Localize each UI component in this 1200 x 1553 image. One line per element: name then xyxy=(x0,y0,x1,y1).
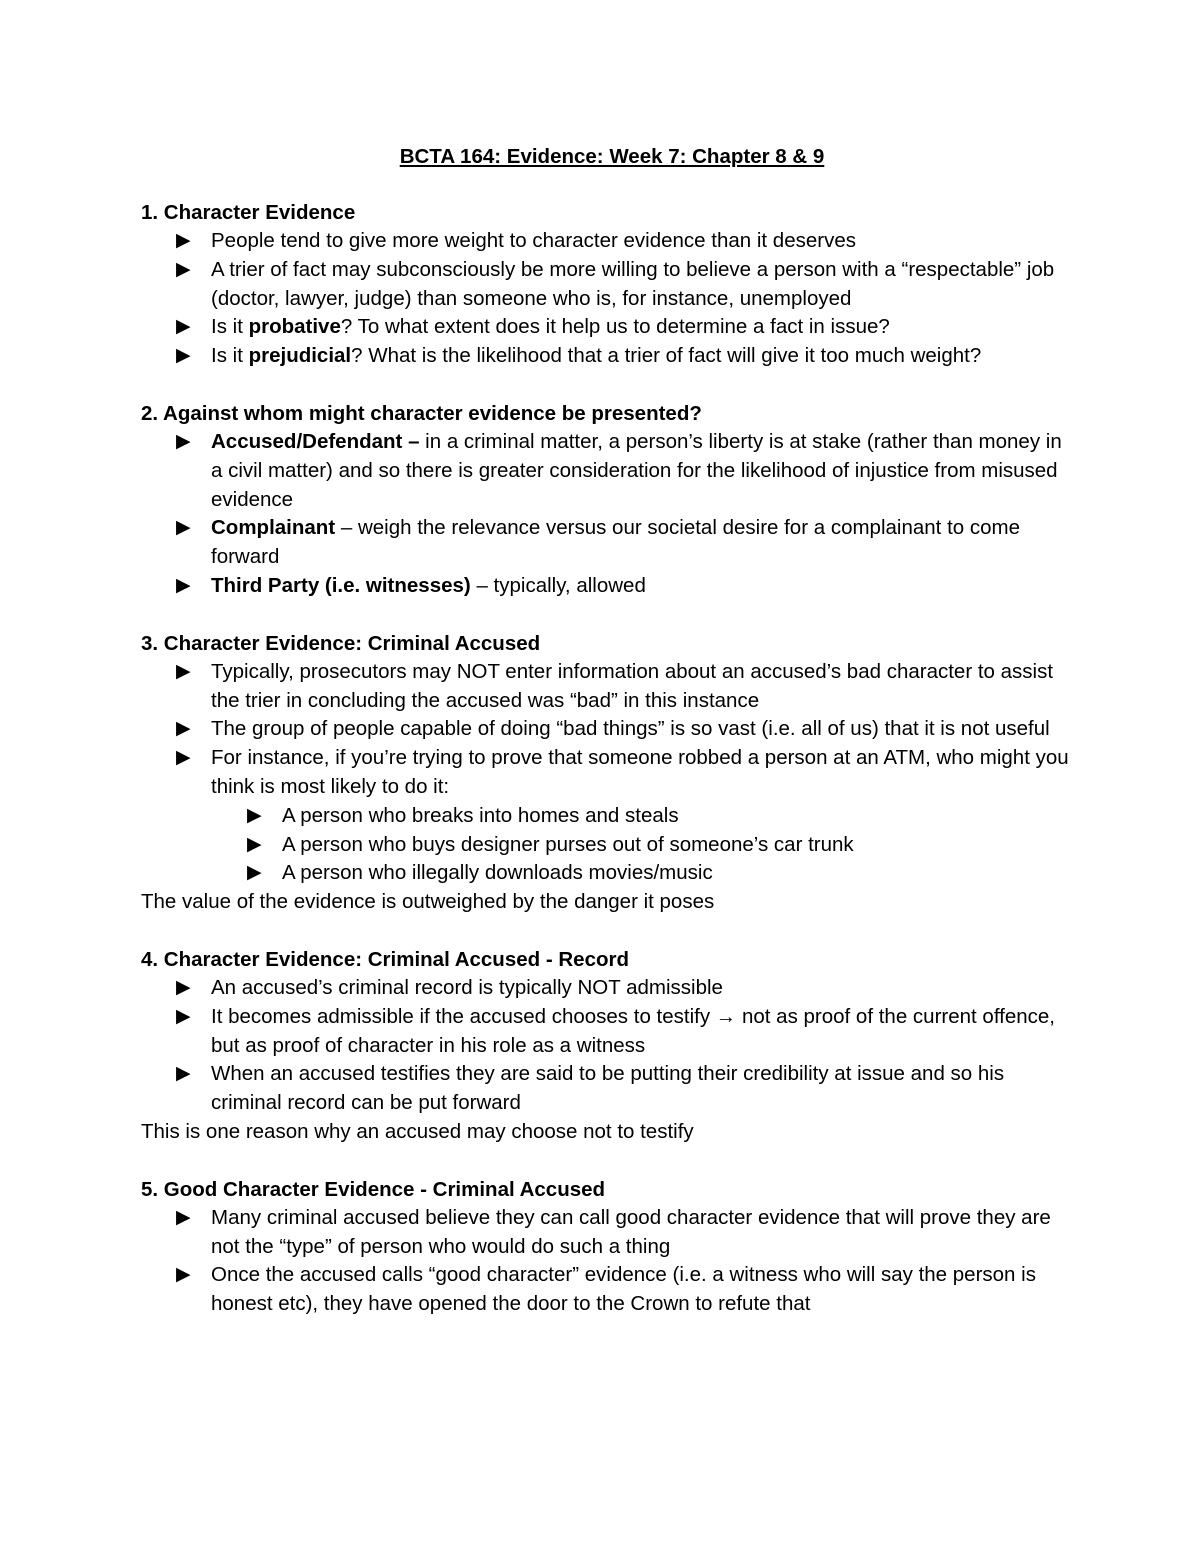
bullet-text-pre: Is it xyxy=(211,315,249,339)
list-item xyxy=(141,974,1071,1003)
list-item xyxy=(141,227,1071,256)
bullet-text: Typically, prosecutors may NOT enter information about an accused’s bad character to assist the trier in concluding the accused was “bad” in this instance xyxy=(211,659,1054,712)
bullet-text: An accused’s criminal record is typically NOT admissible xyxy=(211,975,723,999)
bullet-text: It becomes admissible if the accused chooses to testify → not as proof of the current offence, but as proof of character in his role as a witness xyxy=(211,1004,1055,1057)
list-item xyxy=(141,1261,1071,1319)
bullet-text: When an accused testifies they are said to be putting their credibility at issue and so his criminal record can be put forward xyxy=(211,1062,1005,1115)
bullet-text-bold: prejudicial xyxy=(248,344,352,368)
section-good-character xyxy=(141,1175,1071,1319)
document-page xyxy=(141,142,1071,1347)
list-item xyxy=(141,572,1071,601)
list-item xyxy=(141,1003,1071,1061)
section-heading: 5. Good Character Evidence - Criminal Accused xyxy=(141,1177,606,1201)
bullet-text-bold: Complainant xyxy=(211,516,336,540)
section-note: This is one reason why an accused may choose not to testify xyxy=(141,1119,694,1143)
bullet-text-bold: Accused/Defendant – xyxy=(211,429,420,453)
document-title: BCTA 164: Evidence: Week 7: Chapter 8 & 9 xyxy=(399,145,825,168)
arrow-right-triangle-icon: ▶ xyxy=(176,430,191,452)
bullet-text-post: – typically, allowed xyxy=(470,573,646,597)
list-item xyxy=(141,313,1071,342)
list-item xyxy=(141,256,1071,314)
bullet-text: For instance, if you’re trying to prove that someone robbed a person at an ATM, who might you think is most likely to do it: xyxy=(211,746,1069,798)
section-heading: 4. Character Evidence: Criminal Accused - Record xyxy=(141,947,629,971)
arrow-right-triangle-icon: ▶ xyxy=(176,1005,191,1027)
arrow-right-triangle-icon: ▶ xyxy=(176,976,191,998)
sub-list-item xyxy=(141,831,1071,860)
bullet-list xyxy=(141,428,1071,601)
section-heading: 3. Character Evidence: Criminal Accused xyxy=(141,631,541,655)
arrow-right-triangle-icon: ▶ xyxy=(176,718,191,740)
arrow-right-triangle-icon: ▶ xyxy=(176,1206,191,1228)
section-heading: 1. Character Evidence xyxy=(141,201,356,224)
list-item xyxy=(141,428,1071,514)
bullet-text-bold: probative xyxy=(248,315,341,339)
bullet-text: A person who buys designer purses out of someone’s car trunk xyxy=(282,832,854,856)
list-item xyxy=(141,1060,1071,1118)
arrow-right-triangle-icon: ▶ xyxy=(176,316,191,338)
sub-list-item xyxy=(141,859,1071,888)
arrow-right-triangle-icon: ▶ xyxy=(176,1063,191,1085)
arrow-right-triangle-icon: ▶ xyxy=(176,1264,191,1286)
bullet-text-bold: Third Party (i.e. witnesses) xyxy=(211,573,471,597)
bullet-text-post: in a criminal matter, a person’s liberty is at stake (rather than money in a civil matter) and so there is greater consideration for the likelihood of injustice from misused evidence xyxy=(211,429,1062,511)
bullet-text: Once the accused calls “good character” evidence (i.e. a witness who will say the person is honest etc), they have opened the door to the Crown to refute that xyxy=(211,1263,1036,1316)
arrow-right-triangle-icon: ▶ xyxy=(176,345,191,367)
bullet-list xyxy=(141,1204,1071,1319)
bullet-text-post: ? To what extent does it help us to determine a fact in issue? xyxy=(340,315,890,339)
section-criminal-record xyxy=(141,945,1071,1147)
sub-list-item xyxy=(141,802,1071,831)
bullet-text: The group of people capable of doing “bad things” is so vast (i.e. all of us) that it is not useful xyxy=(211,717,1050,741)
bullet-list xyxy=(141,658,1071,888)
arrow-right-triangle-icon: ▶ xyxy=(176,517,191,539)
section-against-whom xyxy=(141,399,1071,601)
bullet-text-pre: Is it xyxy=(211,344,249,368)
arrow-right-triangle-icon: ▶ xyxy=(176,258,191,280)
section-note: The value of the evidence is outweighed by the danger it poses xyxy=(141,890,715,914)
arrow-right-triangle-icon: ▶ xyxy=(247,833,262,855)
bullet-text: A person who illegally downloads movies/music xyxy=(282,861,713,885)
bullet-text: A person who breaks into homes and steals xyxy=(282,803,679,827)
bullet-text: Many criminal accused believe they can call good character evidence that will prove they are not the “type” of person who would do such a thing xyxy=(211,1205,1051,1258)
section-heading: 2. Against whom might character evidence be presented? xyxy=(141,401,702,425)
section-criminal-accused xyxy=(141,629,1071,917)
list-item xyxy=(141,744,1071,802)
bullet-text: A trier of fact may subconsciously be more willing to believe a person with a “respectable” job (doctor, lawyer, judge) than someone who is, for instance, unemployed xyxy=(211,257,1055,310)
bullet-text-post: ? What is the likelihood that a trier of fact will give it too much weight? xyxy=(351,344,982,368)
bullet-text-post: – weigh the relevance versus our societal desire for a complainant to come forward xyxy=(211,516,1020,569)
bullet-list xyxy=(141,974,1071,1118)
list-item xyxy=(141,514,1071,572)
arrow-right-triangle-icon: ▶ xyxy=(176,574,191,596)
arrow-right-triangle-icon: ▶ xyxy=(176,660,191,682)
bullet-text: People tend to give more weight to character evidence than it deserves xyxy=(211,229,856,252)
list-item xyxy=(141,342,1071,371)
list-item xyxy=(141,715,1071,744)
arrow-right-triangle-icon: ▶ xyxy=(247,862,262,884)
section-character-evidence xyxy=(141,198,1071,371)
arrow-right-triangle-icon: ▶ xyxy=(247,804,262,826)
list-item xyxy=(141,658,1071,716)
list-item xyxy=(141,1204,1071,1262)
bullet-list xyxy=(141,227,1071,371)
arrow-right-triangle-icon: ▶ xyxy=(176,747,191,769)
arrow-right-triangle-icon: ▶ xyxy=(176,230,191,251)
